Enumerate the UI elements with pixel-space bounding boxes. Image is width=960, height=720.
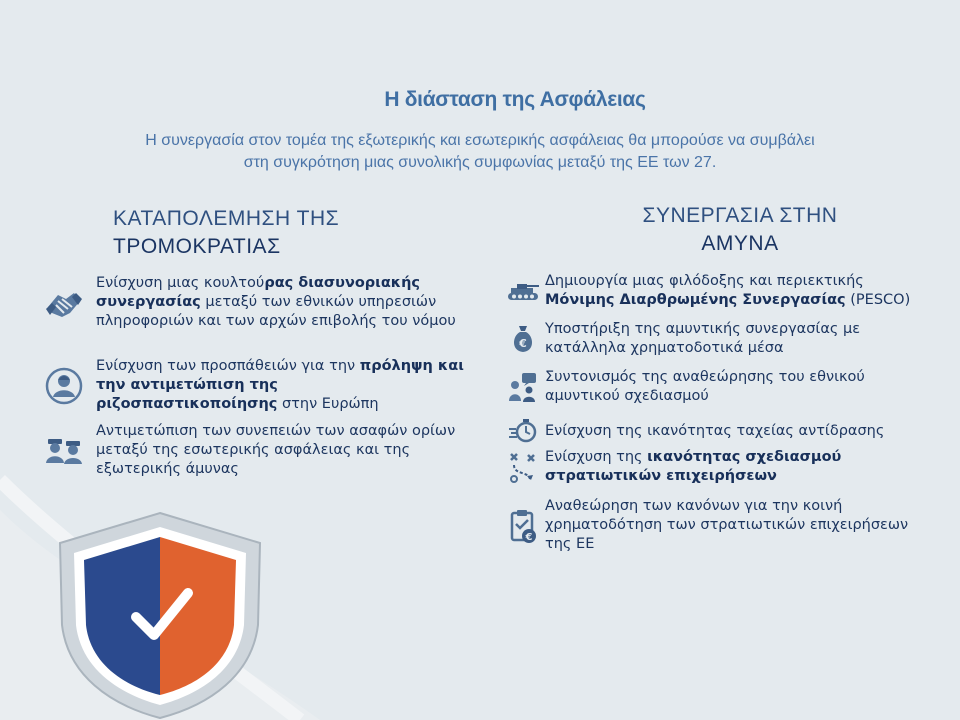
left-item-1-pre: Ενίσχυση μιας κουλτού [96, 275, 265, 291]
right-item-1-bold: Μόνιμης Διαρθρωμένης Συνεργασίας [545, 292, 846, 308]
tank-icon [505, 276, 541, 306]
right-item-1-post: (PESCO) [845, 292, 911, 308]
strategy-icon [505, 452, 541, 482]
right-heading-line-2: ΑΜΥΝΑ [701, 232, 779, 255]
right-item-2-text [545, 320, 925, 358]
left-item-2-bold: πρόληψη και την αντιμετώπιση της ριζοσπαστικοποίησης [96, 358, 464, 412]
meeting-icon [505, 372, 541, 402]
page-subtitle [60, 130, 900, 174]
left-item-1-post: μεταξύ των εθνικών υπηρεσιών πληροφοριών και των αρχών επιβολής του νόμου [96, 294, 456, 329]
right-item-4 [505, 416, 925, 446]
subtitle-line-1: Η συνεργασία στον τομέα της εξωτερικής και εσωτερικής ασφάλειας θα μπορούσε να συμβάλει [145, 132, 815, 149]
svg-text:€: € [519, 337, 527, 350]
page-title: Η διάσταση της Ασφάλειας [384, 88, 646, 111]
handshake-icon [44, 283, 84, 323]
right-item-3-pre: Συντονισμός της αναθεώρησης του εθνικού αμυντικού σχεδιασμού [545, 369, 865, 404]
right-item-2 [505, 320, 925, 358]
person-icon [44, 366, 84, 406]
officers-icon [44, 431, 84, 471]
right-item-6-text [545, 497, 925, 554]
left-item-3-text [96, 422, 464, 479]
left-item-1-bold: ρας διασυνοριακής συνεργασίας [96, 275, 421, 310]
right-item-5-bold: ικανότητας σχεδιασμού στρατιωτικών επιχειρήσεων [545, 449, 842, 484]
right-item-3 [505, 368, 925, 406]
left-item-2 [44, 357, 464, 414]
left-item-1 [44, 274, 464, 331]
left-item-1-text [96, 274, 464, 331]
right-item-4-text [545, 422, 884, 441]
right-item-5 [505, 448, 925, 486]
right-item-5-text [545, 448, 925, 486]
shield-check-icon [40, 505, 280, 720]
svg-text:€: € [525, 531, 533, 543]
right-item-6 [505, 497, 925, 554]
money-bag-icon [505, 324, 541, 354]
left-item-2-text [96, 357, 464, 414]
right-item-3-text [545, 368, 925, 406]
left-item-2-pre: Ενίσχυση των προσπάθειών για την [96, 358, 360, 374]
right-column-heading [580, 202, 900, 258]
right-item-4-pre: Ενίσχυση της ικανότητας ταχείας αντίδρασης [545, 422, 885, 439]
right-heading-line-1: ΣΥΝΕΡΓΑΣΙΑ ΣΤΗΝ [642, 204, 838, 227]
left-item-2-post: στην Ευρώπη [277, 396, 379, 412]
right-item-6-pre: Αναθεώρηση των κανόνων για την κοινή χρηματοδότηση των στρατιωτικών επιχειρήσεων της ΕΕ [545, 498, 909, 552]
subtitle-line-2: στη συγκρότηση μιας συνολικής συμφωνίας μεταξύ της ΕΕ των 27. [243, 154, 717, 171]
right-item-1-text [545, 272, 925, 310]
right-item-1 [505, 272, 925, 310]
right-item-1-pre: Δημιουργία μιας φιλόδοξης και περιεκτικής [545, 273, 864, 289]
rapid-response-icon [505, 416, 541, 446]
right-item-2-pre: Υποστήριξη της αμυντικής συνεργασίας με κατάλληλα χρηματοδοτικά μέσα [545, 321, 861, 356]
clipboard-euro-icon [505, 511, 541, 541]
left-item-3 [44, 422, 464, 479]
left-heading-line-1: ΚΑΤΑΠΟΛΕΜΗΣΗ ΤΗΣ [113, 207, 340, 230]
left-heading-line-2: ΤΡΟΜΟΚΡΑΤΙΑΣ [113, 235, 281, 258]
left-item-3-pre: Αντιμετώπιση των συνεπειών των ασαφών ορίων μεταξύ της εσωτερικής ασφάλειας και της εξωτερικής άμυνας [96, 423, 456, 477]
left-column-heading [113, 205, 433, 261]
right-item-5-pre: Ενίσχυση της [545, 449, 648, 465]
